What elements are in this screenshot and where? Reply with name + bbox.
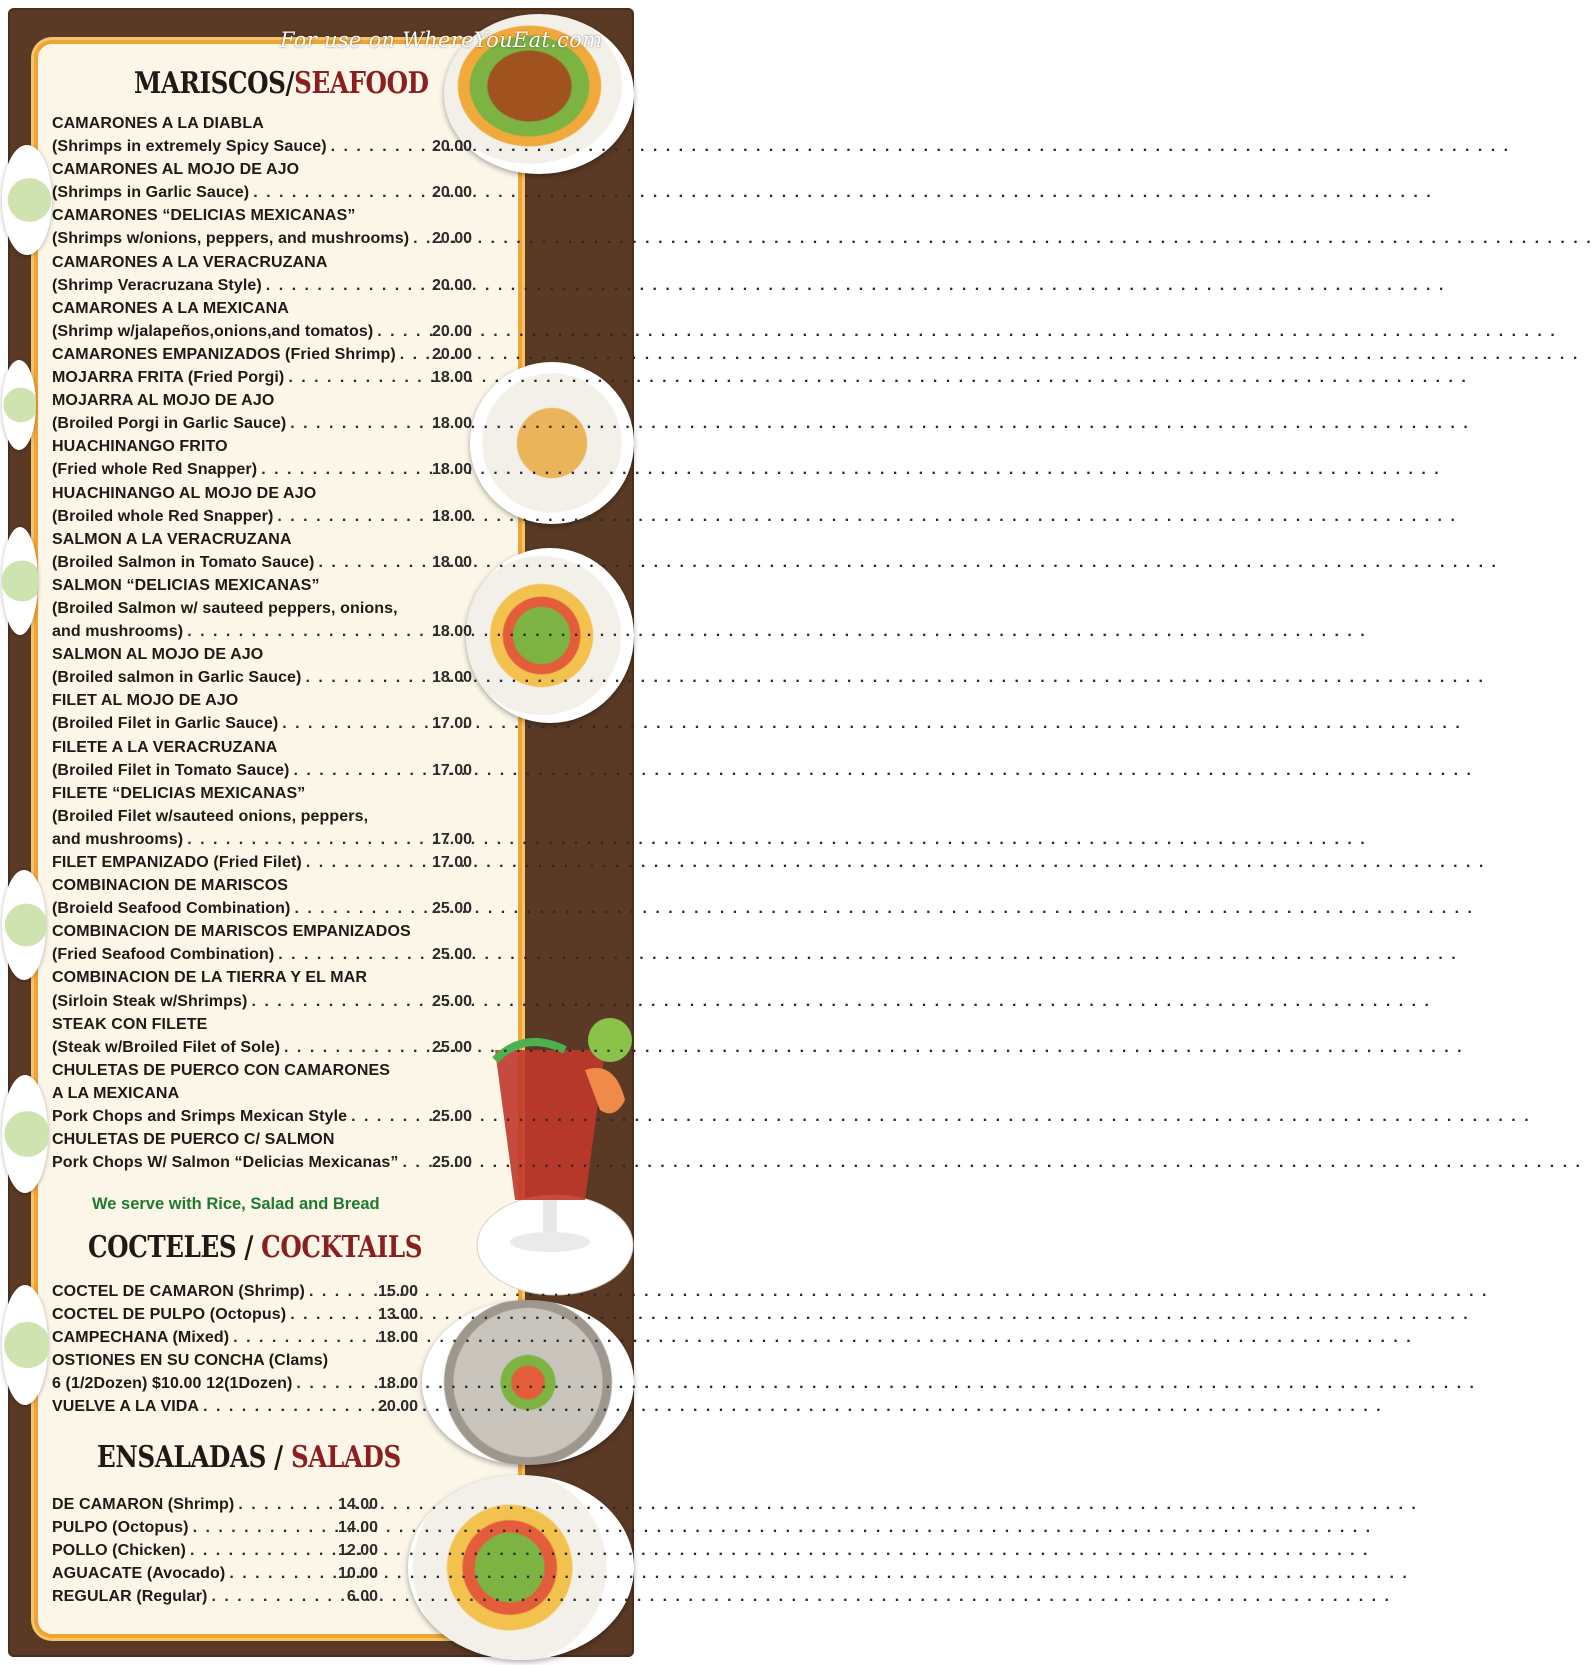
menu-line-text: CHULETAS DE PUERCO CON CAMARONES xyxy=(52,1061,391,1079)
menu-line-text: COCTEL DE CAMARON (Shrimp) xyxy=(52,1283,305,1300)
menu-line xyxy=(52,689,472,712)
menu-line-price: 18.00 xyxy=(377,1329,418,1347)
menu-line xyxy=(52,297,472,320)
menu-line xyxy=(52,158,472,181)
menu-line-price: 20.00 xyxy=(431,276,472,294)
menu-line-price: 12.00 xyxy=(337,1542,378,1560)
avocado-plate-image xyxy=(2,1285,48,1405)
menu-line-price: 10.00 xyxy=(337,1565,378,1583)
menu-line-price: 20.00 xyxy=(377,1398,418,1416)
dot-leader xyxy=(290,412,428,435)
menu-line xyxy=(52,274,472,297)
menu-line-text: VUELVE A LA VIDA xyxy=(52,1398,200,1416)
menu-line-text: (Fried Seafood Combination) xyxy=(52,946,275,964)
menu-line-text: CAMARONES A LA VERACRUZANA xyxy=(52,253,328,271)
menu-line xyxy=(52,1082,472,1105)
menu-line xyxy=(52,805,472,828)
plate-edge-image xyxy=(2,360,36,450)
menu-line xyxy=(52,181,472,204)
menu-line xyxy=(52,482,472,505)
dot-leader xyxy=(400,343,428,366)
menu-line-text: (Shrimp Veracruzana Style) xyxy=(52,276,262,294)
dot-leader xyxy=(284,1036,428,1059)
dot-leader xyxy=(190,1539,334,1562)
dot-leader xyxy=(193,1516,334,1539)
menu-line-text: SALMON A LA VERACRUZANA xyxy=(52,530,292,548)
dot-leader xyxy=(294,897,428,920)
menu-line xyxy=(52,1151,472,1174)
menu-line-text: (Shrimps w/onions, peppers, and mushrooms) xyxy=(52,230,410,248)
bowl-image xyxy=(2,527,38,635)
menu-line-text: POLLO (Chicken) xyxy=(52,1542,186,1560)
menu-line xyxy=(52,620,472,643)
menu-line xyxy=(52,1372,418,1395)
menu-line xyxy=(52,505,472,528)
cocktails-list xyxy=(52,1280,418,1419)
menu-line xyxy=(52,736,472,759)
menu-line-text: COMBINACION DE MARISCOS EMPANIZADOS xyxy=(52,923,411,941)
dot-leader xyxy=(278,943,428,966)
menu-line-text: (Broiled Filet in Garlic Sauce) xyxy=(52,715,279,733)
menu-line-price: 25.00 xyxy=(431,1108,472,1126)
salads-heading-en: SALADS xyxy=(290,1440,401,1475)
menu-line xyxy=(52,251,472,274)
dot-leader xyxy=(294,759,428,782)
menu-line xyxy=(52,712,472,735)
dot-leader xyxy=(251,990,428,1013)
menu-line-price: 25.00 xyxy=(431,992,472,1010)
menu-line xyxy=(52,1280,418,1303)
menu-line xyxy=(52,412,472,435)
menu-line xyxy=(52,1326,418,1349)
menu-line-text: HUACHINANGO FRITO xyxy=(52,438,228,456)
dot-leader xyxy=(187,620,428,643)
menu-line-text: and mushrooms) xyxy=(52,623,184,641)
menu-line-text: STEAK CON FILETE xyxy=(52,1015,208,1033)
menu-line-text: (Broiled Filet in Tomato Sauce) xyxy=(52,761,290,779)
dot-leader xyxy=(187,828,428,851)
menu-line xyxy=(52,320,472,343)
menu-line-text: COMBINACION DE MARISCOS xyxy=(52,877,289,895)
menu-line-text: (Broiled Salmon in Tomato Sauce) xyxy=(52,553,315,571)
salads-heading xyxy=(97,1440,425,1475)
menu-line xyxy=(52,759,472,782)
menu-line xyxy=(52,828,472,851)
menu-line xyxy=(52,1493,378,1516)
menu-line xyxy=(52,990,472,1013)
seafood-heading-sep: / xyxy=(285,66,295,101)
cocktails-heading-sep: / xyxy=(244,1230,253,1265)
menu-line-text: (Shrimps in Garlic Sauce) xyxy=(52,184,250,202)
menu-line-price: 6.00 xyxy=(346,1588,378,1606)
menu-line xyxy=(52,1036,472,1059)
menu-line-price: 25.00 xyxy=(431,946,472,964)
menu-line xyxy=(52,597,472,620)
menu-line-text: (Broiled Porgi in Garlic Sauce) xyxy=(52,415,287,433)
dot-leader xyxy=(277,505,428,528)
dot-leader xyxy=(290,1303,374,1326)
dot-leader xyxy=(331,135,428,158)
menu-line xyxy=(52,897,472,920)
menu-line-price: 20.00 xyxy=(431,345,472,363)
menu-line-price: 20.00 xyxy=(431,322,472,340)
menu-line xyxy=(52,966,472,989)
menu-line-text: AGUACATE (Avocado) xyxy=(52,1565,226,1583)
menu-line-text: FILETE A LA VERACRUZANA xyxy=(52,738,278,756)
shrimp-rice-plate-image xyxy=(470,362,634,524)
menu-line-price: 18.00 xyxy=(431,623,472,641)
menu-line xyxy=(52,389,472,412)
dot-leader xyxy=(351,1105,428,1128)
menu-line xyxy=(52,874,472,897)
menu-line-price: 18.00 xyxy=(431,669,472,687)
menu-line-text: MOJARRA FRITA (Fried Porgi) xyxy=(52,369,285,387)
salads-heading-es: ENSALADAS xyxy=(97,1440,266,1475)
menu-line xyxy=(52,920,472,943)
menu-line-text: (Broiled whole Red Snapper) xyxy=(52,507,274,525)
dot-leader xyxy=(266,274,428,297)
dot-leader xyxy=(306,851,428,874)
menu-line xyxy=(52,1059,472,1082)
menu-line-text: DE CAMARON (Shrimp) xyxy=(52,1496,235,1513)
menu-line-price: 20.00 xyxy=(431,184,472,202)
dot-leader xyxy=(306,666,428,689)
menu-line-text: FILET EMPANIZADO (Fried Filet) xyxy=(52,854,302,871)
seafood-list xyxy=(52,112,472,1174)
menu-line-price: 18.00 xyxy=(377,1375,418,1393)
seafood-heading xyxy=(134,66,446,101)
menu-line xyxy=(52,1013,472,1036)
menu-line-text: COCTEL DE PULPO (Octopus) xyxy=(52,1306,287,1324)
menu-line xyxy=(52,943,472,966)
menu-line-text: and mushrooms) xyxy=(52,830,184,848)
menu-line xyxy=(52,551,472,574)
menu-line-price: 20.00 xyxy=(431,138,472,156)
dot-leader xyxy=(377,320,428,343)
menu-line-price: 17.00 xyxy=(431,854,472,871)
dot-leader xyxy=(282,712,428,735)
menu-line xyxy=(52,343,472,366)
dot-leader xyxy=(319,551,428,574)
menu-line-text: REGULAR (Regular) xyxy=(52,1588,208,1606)
menu-line-text: (Steak w/Broiled Filet of Sole) xyxy=(52,1038,281,1056)
menu-line xyxy=(52,366,472,389)
menu-line xyxy=(52,435,472,458)
menu-line xyxy=(52,1395,418,1418)
menu-line-text: CHULETAS DE PUERCO C/ SALMON xyxy=(52,1131,335,1149)
menu-line-price: 18.00 xyxy=(431,415,472,433)
seafood-heading-en: SEAFOOD xyxy=(294,66,429,101)
menu-line-price: 18.00 xyxy=(431,369,472,387)
dot-leader xyxy=(229,1562,334,1585)
menu-line-price: 18.00 xyxy=(431,461,472,479)
menu-line xyxy=(52,1562,378,1585)
menu-line-text: CAMARONES A LA MEXICANA xyxy=(52,299,289,317)
dot-leader xyxy=(211,1585,342,1608)
menu-line-text: (Broiled Salmon w/ sauteed peppers, onions, xyxy=(52,599,398,617)
menu-line xyxy=(52,1349,418,1372)
menu-line-text: CAMARONES EMPANIZADOS (Fried Shrimp) xyxy=(52,345,396,363)
menu-line-price: 20.00 xyxy=(431,230,472,248)
seafood-heading-es: MARISCOS xyxy=(134,66,286,101)
menu-line-text: (Broiled Filet w/sauteed onions, peppers, xyxy=(52,807,369,825)
menu-line-text: Pork Chops W/ Salmon “Delicias Mexicanas” xyxy=(52,1154,399,1172)
menu-line xyxy=(52,458,472,481)
dot-leader xyxy=(296,1372,374,1395)
dot-leader xyxy=(288,366,428,389)
dot-leader xyxy=(233,1326,374,1349)
menu-line-text: FILET AL MOJO DE AJO xyxy=(52,692,239,710)
menu-line xyxy=(52,1516,378,1539)
dot-leader xyxy=(203,1395,374,1418)
menu-line-text: (Broiled salmon in Garlic Sauce) xyxy=(52,669,302,687)
menu-line-price: 17.00 xyxy=(431,715,472,733)
menu-line-price: 25.00 xyxy=(431,900,472,918)
cocktails-heading xyxy=(88,1230,423,1265)
menu-line xyxy=(52,1539,378,1562)
dot-leader xyxy=(261,458,428,481)
cocktails-heading-es: COCTELES xyxy=(88,1230,237,1265)
menu-line-text: (Shrimp w/jalapeños,onions,and tomatos) xyxy=(52,322,374,340)
dot-leader xyxy=(402,1151,428,1174)
menu-line xyxy=(52,204,472,227)
menu-line-text: (Broield Seafood Combination) xyxy=(52,900,291,918)
menu-line-price: 14.00 xyxy=(337,1519,378,1537)
menu-line xyxy=(52,112,472,135)
menu-line-price: 14.00 xyxy=(337,1496,378,1513)
menu-line xyxy=(52,1303,418,1326)
menu-line xyxy=(52,1128,472,1151)
menu-line xyxy=(52,528,472,551)
salads-heading-sep: / xyxy=(274,1440,283,1475)
menu-line xyxy=(52,135,472,158)
menu-line-text: HUACHINANGO AL MOJO DE AJO xyxy=(52,484,317,502)
menu-line xyxy=(52,1585,378,1608)
side-plate-image xyxy=(2,870,46,980)
menu-line-text: MOJARRA AL MOJO DE AJO xyxy=(52,392,275,410)
menu-line xyxy=(52,666,472,689)
menu-line-text: (Sirloin Steak w/Shrimps) xyxy=(52,992,248,1010)
menu-line-price: 15.00 xyxy=(377,1283,418,1300)
menu-line-text: PULPO (Octopus) xyxy=(52,1519,189,1537)
menu-line-price: 17.00 xyxy=(431,830,472,848)
menu-line-text: FILETE “DELICIAS MEXICANAS” xyxy=(52,784,306,802)
dot-leader xyxy=(413,227,428,250)
menu-line xyxy=(52,574,472,597)
menu-line xyxy=(52,1105,472,1128)
dot-leader xyxy=(238,1493,334,1516)
menu-line-price: 18.00 xyxy=(431,507,472,525)
menu-line-text: CAMARONES AL MOJO DE AJO xyxy=(52,161,300,179)
menu-line-text: (Shrimps in extremely Spicy Sauce) xyxy=(52,138,327,156)
menu-line-price: 25.00 xyxy=(431,1038,472,1056)
dot-leader xyxy=(253,181,428,204)
menu-line-text: OSTIONES EN SU CONCHA (Clams) xyxy=(52,1352,329,1370)
menu-line-text: A LA MEXICANA xyxy=(52,1084,180,1102)
menu-line-text: Pork Chops and Srimps Mexican Style xyxy=(52,1108,348,1126)
cocktails-heading-en: COCKTAILS xyxy=(261,1230,423,1265)
menu-line-price: 13.00 xyxy=(377,1306,418,1324)
menu-line-text: COMBINACION DE LA TIERRA Y EL MAR xyxy=(52,969,368,987)
salad-plate-image xyxy=(2,145,52,255)
menu-line-text: CAMARONES “DELICIAS MEXICANAS” xyxy=(52,207,356,225)
serve-note: We serve with Rice, Salad and Bread xyxy=(92,1195,380,1213)
menu-line-price: 18.00 xyxy=(431,553,472,571)
menu-line-price: 25.00 xyxy=(431,1154,472,1172)
pork-chop-plate-image xyxy=(2,1075,48,1193)
menu-line-text: 6 (1/2Dozen) $10.00 12(1Dozen) xyxy=(52,1375,293,1393)
menu-line-text: CAMPECHANA (Mixed) xyxy=(52,1329,230,1347)
menu-line-text: SALMON AL MOJO DE AJO xyxy=(52,646,264,664)
menu-line-text: CAMARONES A LA DIABLA xyxy=(52,115,264,132)
menu-line xyxy=(52,643,472,666)
menu-line-text: SALMON “DELICIAS MEXICANAS” xyxy=(52,576,320,594)
menu-line-price: 17.00 xyxy=(431,761,472,779)
salads-list xyxy=(52,1493,378,1608)
menu-line xyxy=(52,851,472,874)
menu-line xyxy=(52,782,472,805)
watermark: For use on WhereYouEat.com xyxy=(280,28,603,52)
menu-line-text: (Fried whole Red Snapper) xyxy=(52,461,258,479)
menu-line xyxy=(52,227,472,250)
dot-leader xyxy=(309,1280,374,1303)
